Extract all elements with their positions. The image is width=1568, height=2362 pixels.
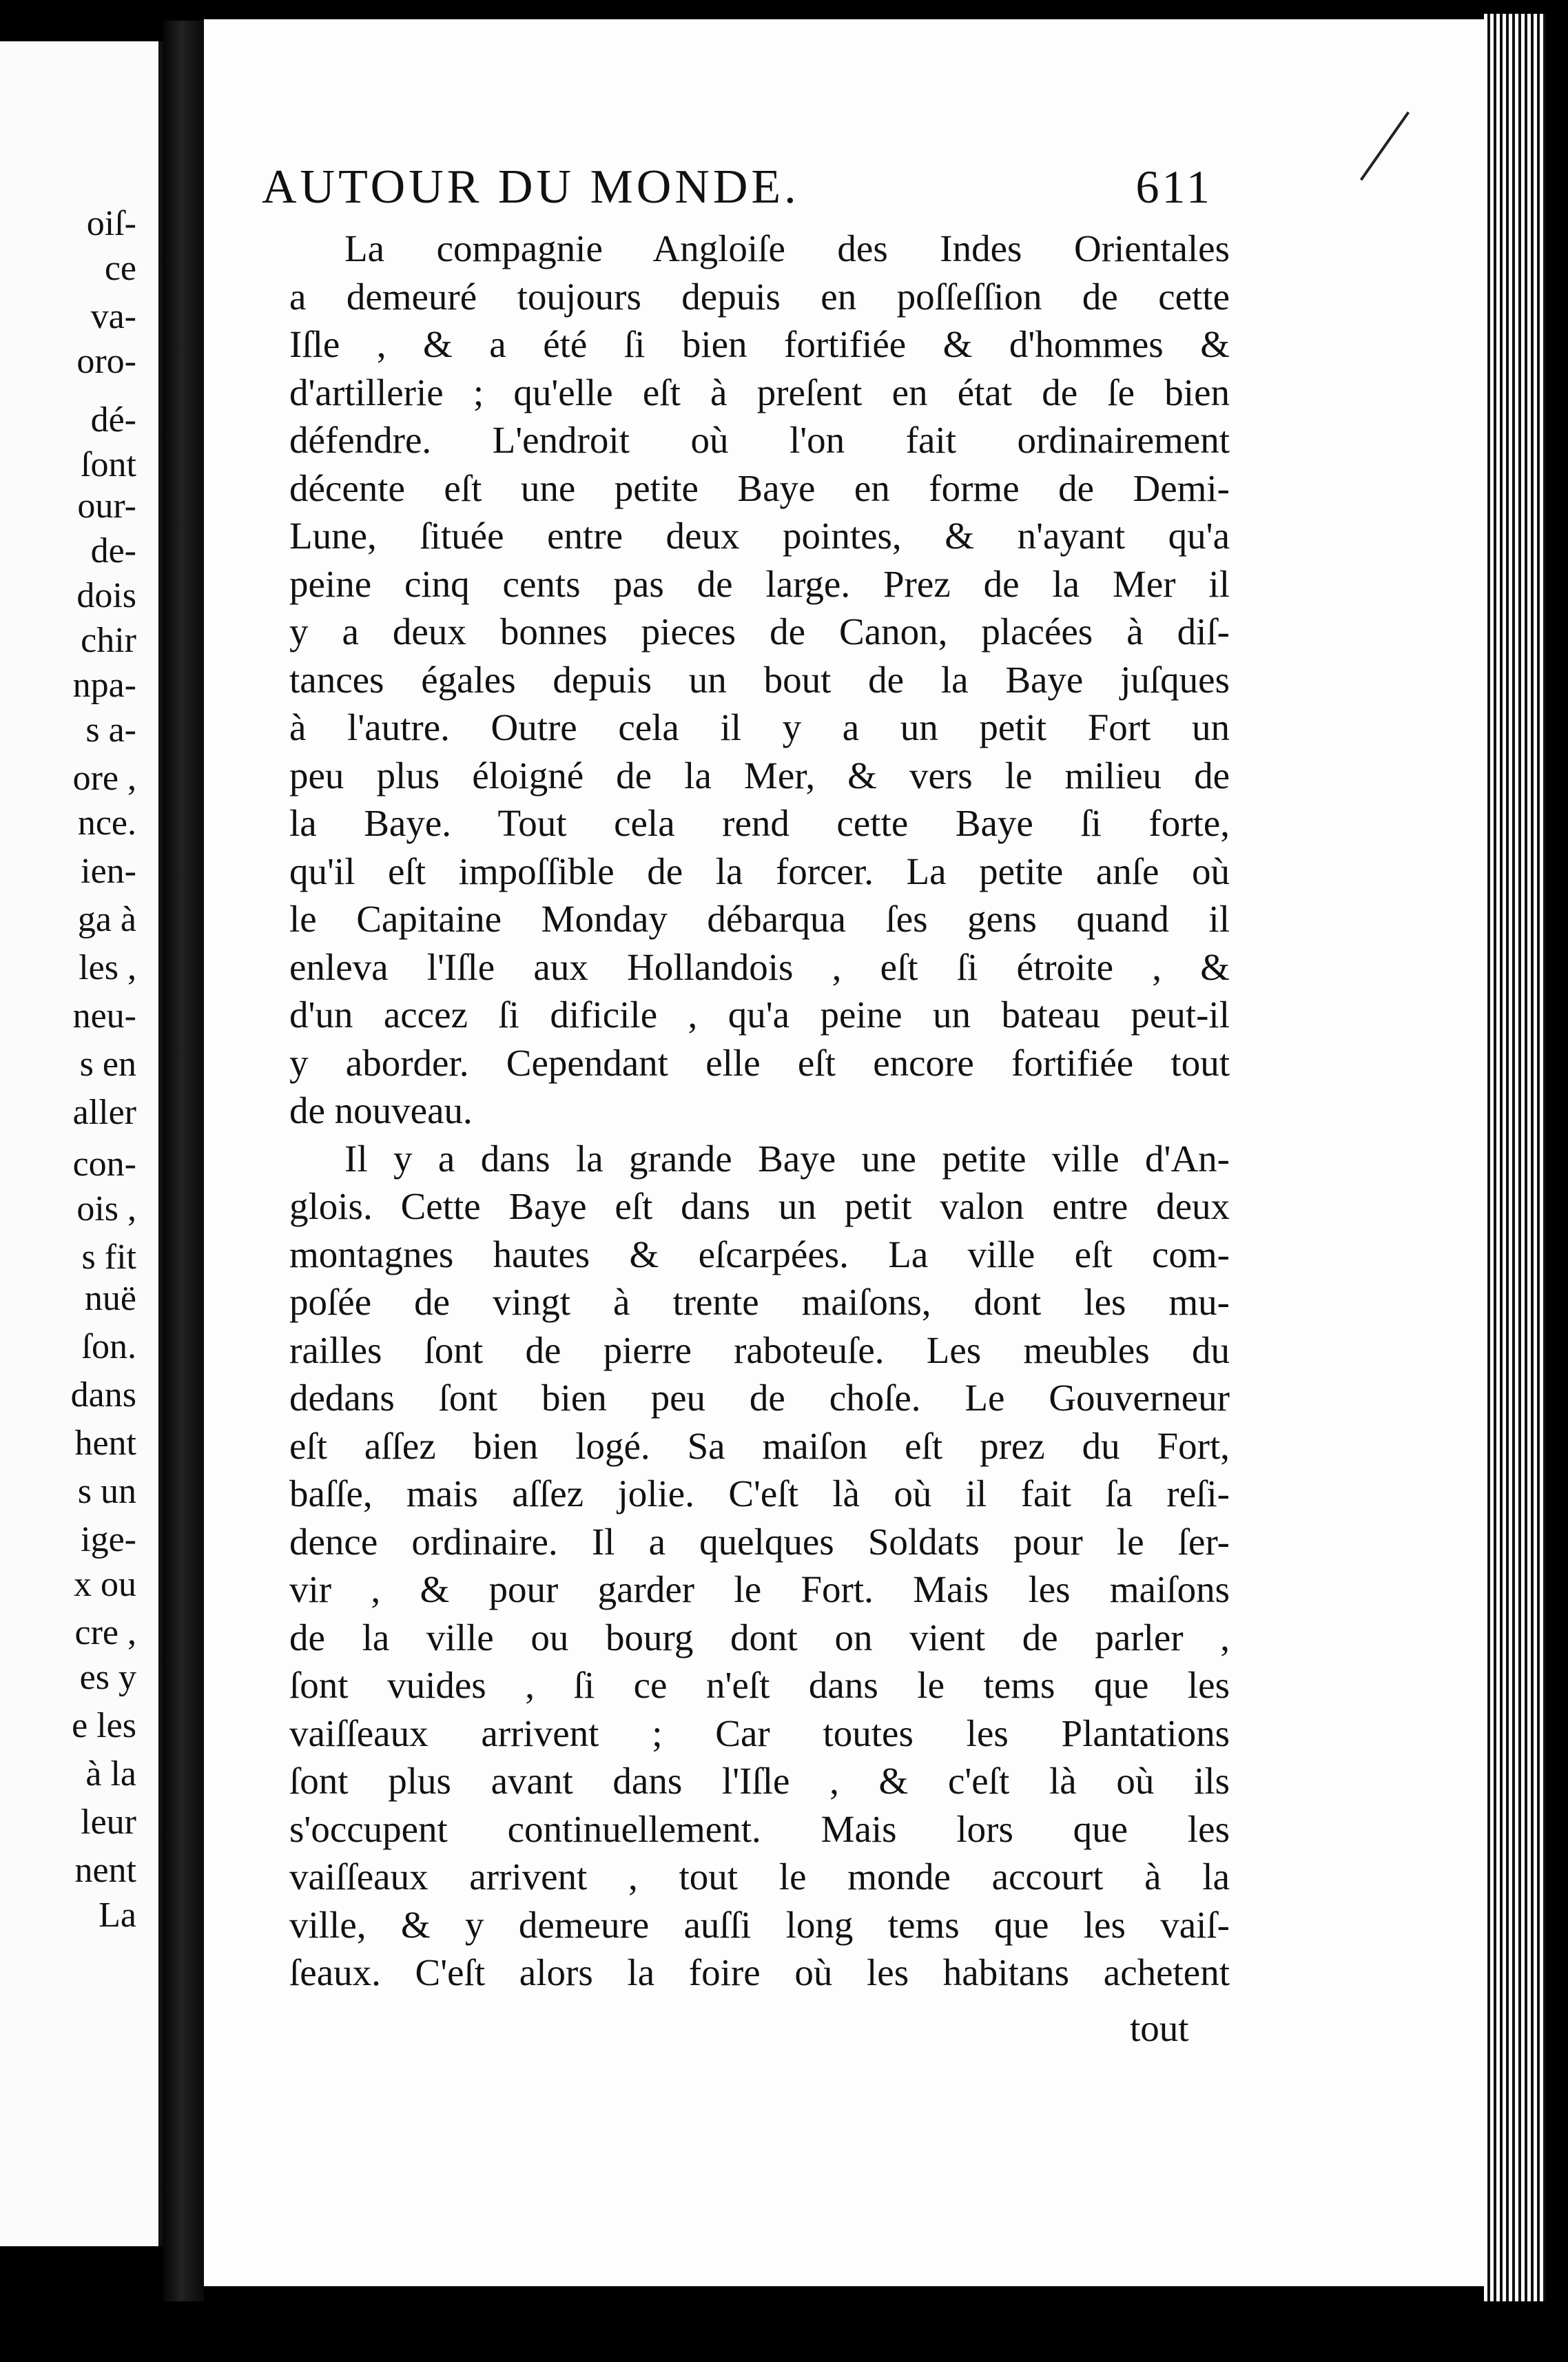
text-line: Lune, ſituée entre deux pointes, & n'ayant qu'a: [289, 515, 1230, 557]
paragraph: [289, 225, 1230, 1135]
text-line: qu'il eſt impoſſible de la forcer. La petite anſe où: [289, 850, 1230, 892]
text-line: vaiſſeaux arrivent ; Car toutes les Plantations: [289, 1712, 1230, 1754]
facing-page-line-fragment: leur: [81, 1803, 136, 1842]
text-line: ſont vuides , ſi ce n'eſt dans le tems que les: [289, 1664, 1230, 1706]
facing-page-line-fragment: La: [99, 1896, 136, 1935]
facing-page-line-fragment: ſont: [81, 445, 136, 484]
catchword: tout: [1130, 2007, 1189, 2049]
facing-page-line-fragment: s en: [79, 1045, 136, 1084]
text-line: Iſle , & a été ſi bien fortifiée & d'hommes &: [289, 323, 1230, 365]
text-line: baſſe, mais aſſez jolie. C'eſt là où il fait ſa reſi-: [289, 1472, 1230, 1514]
facing-page-line-fragment: s fit: [81, 1238, 136, 1277]
facing-page-line-fragment: dans: [70, 1375, 136, 1415]
text-line: s'occupent continuellement. Mais lors que les: [289, 1807, 1230, 1850]
text-line: décente eſt une petite Baye en forme de Demi-: [289, 466, 1230, 509]
facing-page-line-fragment: cre ,: [74, 1613, 136, 1652]
text-line: eſt aſſez bien logé. Sa maiſon eſt prez du Fort,: [289, 1424, 1230, 1467]
text-line: y a deux bonnes pieces de Canon, placées à diſ-: [289, 610, 1230, 653]
facing-page-fragment: [0, 41, 163, 2246]
facing-page-line-fragment: ſon.: [81, 1327, 136, 1366]
text-line: y aborder. Cependant elle eſt encore fortifiée tout: [289, 1041, 1230, 1084]
text-line: dence ordinaire. Il a quelques Soldats pour le ſer-: [289, 1520, 1230, 1563]
facing-page-line-fragment: nent: [74, 1851, 136, 1890]
facing-page-line-fragment: à la: [85, 1754, 136, 1794]
facing-page-line-fragment: dé-: [90, 400, 136, 440]
facing-page-line-fragment: s un: [77, 1472, 136, 1511]
book-gutter: [163, 21, 204, 2301]
facing-page-line-fragment: npa-: [72, 666, 136, 705]
facing-page-line-fragment: nce.: [77, 803, 136, 843]
facing-page-line-fragment: es y: [79, 1658, 136, 1697]
text-line: a demeuré toujours depuis en poſſeſſion de cette: [289, 275, 1230, 318]
text-line: de nouveau.: [289, 1089, 473, 1131]
facing-page-line-fragment: x ou: [74, 1565, 136, 1604]
text-line: peine cinq cents pas de large. Prez de la Mer il: [289, 562, 1230, 605]
text-line: peu plus éloigné de la Mer, & vers le milieu de: [289, 754, 1230, 797]
facing-page-line-fragment: neu-: [72, 996, 136, 1036]
text-line: montagnes hautes & eſcarpées. La ville eſt com-: [289, 1233, 1230, 1275]
facing-page-line-fragment: oro-: [76, 342, 136, 381]
text-line: de la ville ou bourg dont on vient de parler ,: [289, 1616, 1230, 1658]
text-line: d'artillerie ; qu'elle eſt à preſent en état de ſe bien: [289, 371, 1230, 413]
text-line: La compagnie Angloiſe des Indes Orientales: [344, 227, 1230, 269]
page-number: 611: [1135, 161, 1213, 213]
text-line: tances égales depuis un bout de la Baye juſques: [289, 658, 1230, 701]
text-line: poſée de vingt à trente maiſons, dont les mu-: [289, 1281, 1230, 1323]
facing-page-line-fragment: oiſ-: [86, 204, 136, 243]
page-edges: [1484, 14, 1546, 2301]
text-line: Il y a dans la grande Baye une petite ville d'An-: [344, 1137, 1230, 1180]
facing-page-line-fragment: de-: [90, 531, 136, 571]
text-line: à l'autre. Outre cela il y a un petit Fort un: [289, 706, 1230, 748]
page-header: [262, 160, 1226, 222]
text-line: ville, & y demeure auſſi long tems que les vaiſ-: [289, 1903, 1230, 1946]
facing-page-line-fragment: les ,: [79, 948, 136, 987]
facing-page-line-fragment: nuë: [84, 1279, 136, 1318]
body-text: [289, 225, 1230, 1997]
paragraph: [289, 1135, 1230, 1997]
facing-page-line-fragment: chir: [81, 621, 136, 660]
text-line: le Capitaine Monday débarqua ſes gens quand il: [289, 898, 1230, 940]
facing-page-line-fragment: ige-: [81, 1520, 136, 1559]
text-line: enleva l'Iſle aux Hollandois , eſt ſi étroite , &: [289, 945, 1230, 988]
facing-page-line-fragment: dois: [76, 576, 136, 615]
text-line: défendre. L'endroit où l'on fait ordinairement: [289, 419, 1230, 461]
text-line: vir , & pour garder le Fort. Mais les maiſons: [289, 1568, 1230, 1610]
text-line: vaiſſeaux arrivent , tout le monde accourt à la: [289, 1856, 1230, 1898]
facing-page-line-fragment: ore ,: [72, 759, 136, 798]
text-line: glois. Cette Baye eſt dans un petit valon entre deux: [289, 1185, 1230, 1227]
text-line: railles ſont de pierre raboteuſe. Les meubles du: [289, 1328, 1230, 1371]
running-head: AUTOUR DU MONDE.: [262, 161, 800, 214]
facing-page-line-fragment: e les: [72, 1706, 136, 1745]
facing-page-line-fragment: our-: [77, 486, 136, 526]
facing-page-line-fragment: aller: [72, 1093, 136, 1132]
facing-page-line-fragment: va-: [90, 297, 136, 336]
text-line: ſeaux. C'eſt alors la foire où les habitans achetent: [289, 1951, 1230, 1993]
facing-page-line-fragment: s a-: [85, 710, 136, 750]
text-line: ſont plus avant dans l'Iſle , & c'eſt là où ils: [289, 1760, 1230, 1802]
text-line: dedans ſont bien peu de choſe. Le Gouverneur: [289, 1377, 1230, 1419]
facing-page-line-fragment: ois ,: [76, 1189, 136, 1229]
text-line: la Baye. Tout cela rend cette Baye ſi forte,: [289, 802, 1230, 844]
facing-page-line-fragment: ien-: [81, 852, 136, 891]
facing-page-line-fragment: ga à: [77, 900, 136, 939]
facing-page-line-fragment: con-: [72, 1144, 136, 1184]
facing-page-line-fragment: hent: [74, 1424, 136, 1463]
text-line: d'un accez ſi dificile , qu'a peine un bateau peut-il: [289, 994, 1230, 1036]
facing-page-line-fragment: ce: [104, 249, 136, 288]
